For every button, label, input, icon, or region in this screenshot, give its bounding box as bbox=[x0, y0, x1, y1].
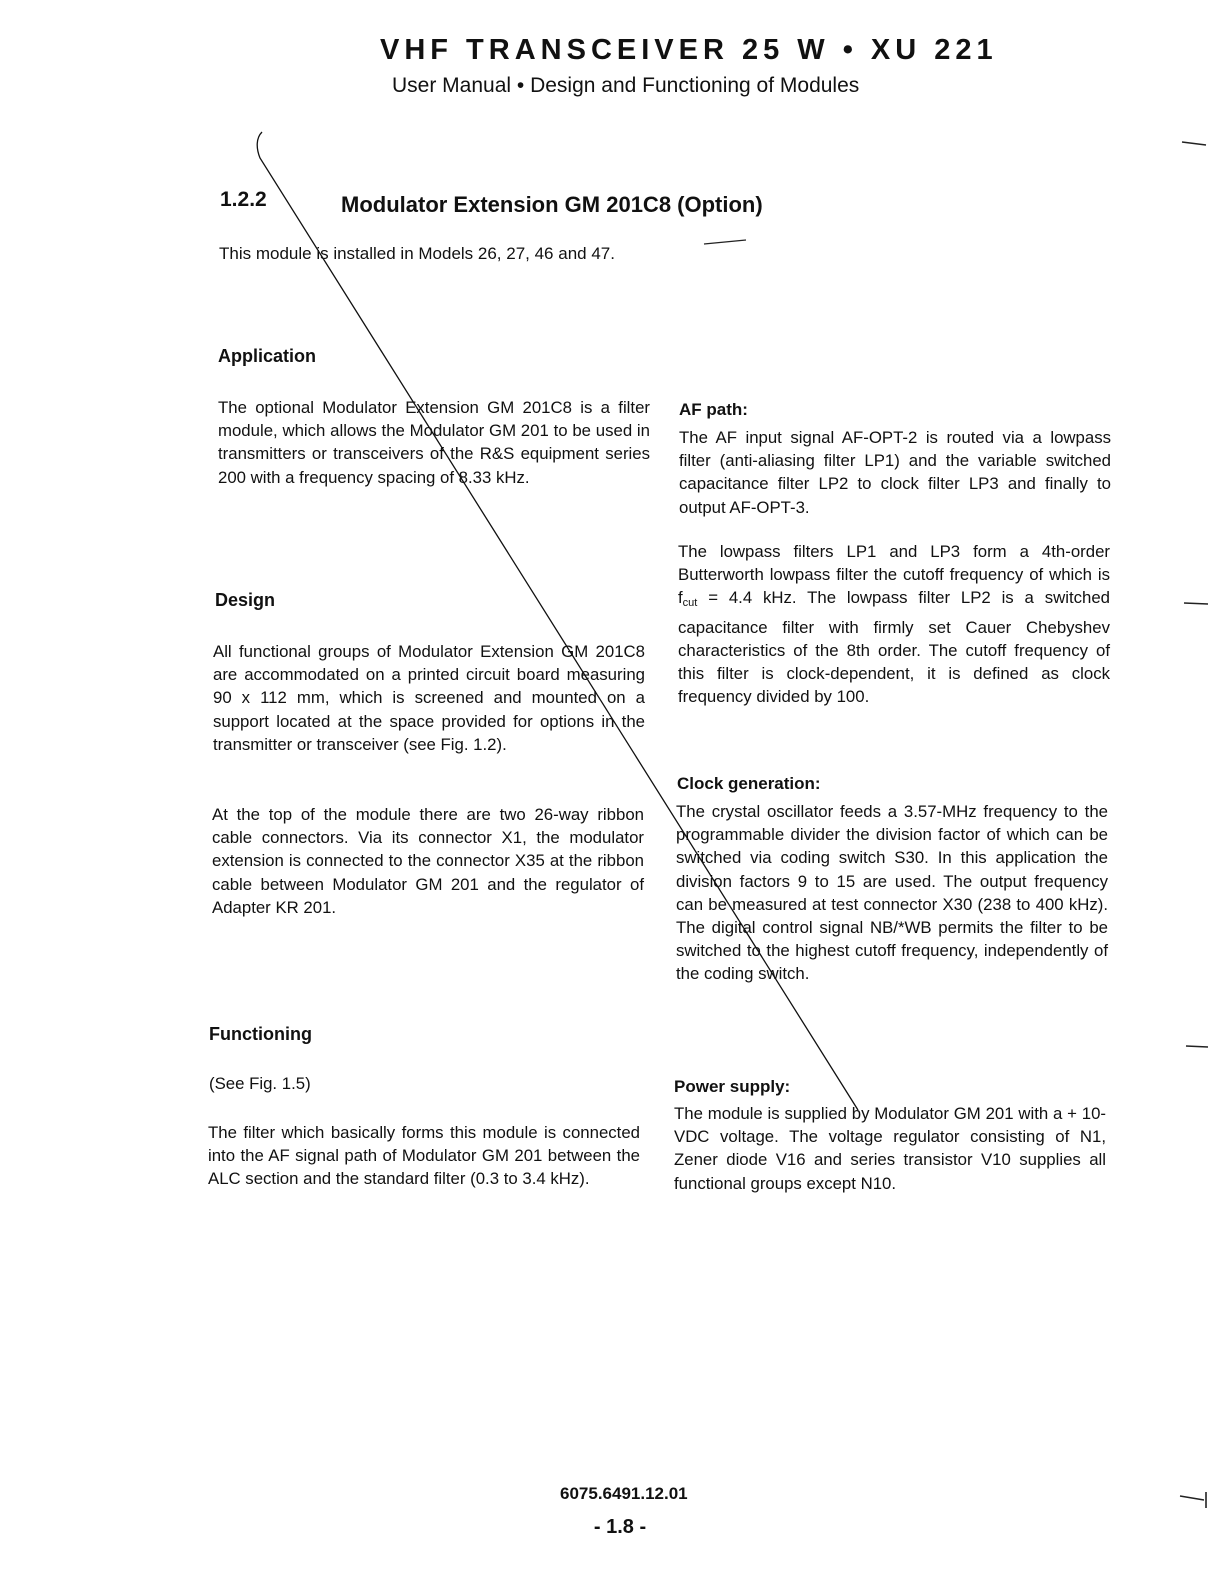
af-path-text-2b: = 4.4 kHz. The lowpass filter LP2 is a switched capacitance filter with firmly set Cauer Chebyshev characteristics of the 8th order. The cutoff frequency of this filter is clock-dependent, it is defined as clock frequency divided by 100. bbox=[678, 588, 1110, 707]
functioning-heading: Functioning bbox=[209, 1024, 312, 1044]
af-path-heading: AF path: bbox=[679, 400, 748, 419]
section-title: Modulator Extension GM 201C8 (Option) bbox=[341, 192, 763, 217]
application-heading: Application bbox=[218, 346, 316, 366]
clock-heading: Clock generation: bbox=[677, 774, 821, 793]
fcut-subscript: cut bbox=[682, 597, 698, 610]
design-text-1: All functional groups of Modulator Extension GM 201C8 are accommodated on a printed circuit board measuring 90 x 112 mm, which is screened and mounted on a support located at the space provided for options in the transmitter or transceiver (see Fig. 1.2). bbox=[213, 642, 645, 754]
functioning-text: The filter which basically forms this module is connected into the AF signal path of Modulator GM 201 between the ALC section and the standard filter (0.3 to 3.4 kHz). bbox=[208, 1123, 640, 1189]
functioning-see-fig: (See Fig. 1.5) bbox=[209, 1074, 311, 1093]
document-code: 6075.6491.12.01 bbox=[560, 1484, 688, 1503]
page-number: - 1.8 - bbox=[593, 1516, 647, 1538]
design-text-2: At the top of the module there are two 26-way ribbon cable connectors. Via its connector X1, the modulator extension is connected to the connector X35 at the ribbon cable between Modulator GM 201 and the regulator of Adapter KR 201. bbox=[212, 805, 644, 917]
power-heading: Power supply: bbox=[674, 1077, 791, 1096]
section-intro: This module is installed in Models 26, 27, 46 and 47. bbox=[219, 244, 615, 263]
clock-text: The crystal oscillator feeds a 3.57-MHz frequency to the programmable divider the division factor of which can be switched via coding switch S30. In this application the division factors 9 to 15 are used. The output frequency can be measured at test connector X30 (238 to 400 kHz). The digital control signal NB/*WB permits the filter to be switched to the highest cutoff frequency, independently of the coding switch. bbox=[676, 802, 1108, 984]
stray-mark bbox=[704, 240, 746, 244]
margin-mark-2 bbox=[1184, 603, 1208, 604]
document-subtitle: User Manual • Design and Functioning of Modules bbox=[392, 74, 860, 97]
af-path-text-2a: The lowpass filters LP1 and LP3 form a 4th-order Butterworth lowpass filter the cutoff frequency of which is f bbox=[678, 542, 1110, 608]
margin-mark-4 bbox=[1180, 1492, 1206, 1508]
section-number: 1.2.2 bbox=[220, 188, 267, 211]
application-text: The optional Modulator Extension GM 201C8 is a filter module, which allows the Modulator GM 201 to be used in transmitters or transceivers of the R&S equipment series 200 with a frequency spacing of 8.33 kHz. bbox=[218, 398, 650, 487]
document-title: VHF TRANSCEIVER 25 W • XU 221 bbox=[380, 34, 998, 66]
af-path-text: The AF input signal AF-OPT-2 is routed via a lowpass filter (anti-aliasing filter LP1) and the variable switched capacitance filter LP2 to clock filter LP3 and finally to output AF-OPT-3. bbox=[679, 428, 1111, 517]
margin-mark-3 bbox=[1186, 1046, 1208, 1047]
power-text: The module is supplied by Modulator GM 201 with a + 10-VDC voltage. The voltage regulator consisting of N1, Zener diode V16 and series transistor V10 supplies all functional groups except N10. bbox=[674, 1104, 1106, 1193]
diagonal-strike-line bbox=[257, 132, 858, 1110]
design-heading: Design bbox=[215, 590, 276, 610]
margin-mark-1 bbox=[1182, 142, 1206, 145]
